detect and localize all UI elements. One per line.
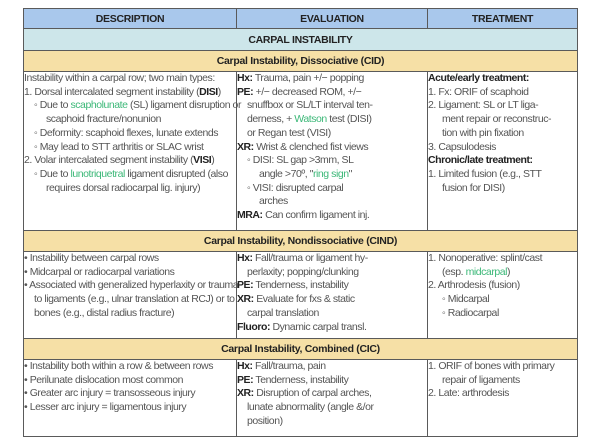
- text-line: [428, 182, 577, 196]
- treatment-cell: [428, 72, 578, 231]
- text-segment: ◦ May lead to STT arthritis or SLAC wrist: [34, 140, 204, 153]
- text-line: [24, 168, 236, 182]
- description-cell: [24, 360, 237, 437]
- text-segment: position): [247, 414, 283, 427]
- evaluation-cell: [237, 360, 428, 437]
- column-header-row: [24, 9, 578, 29]
- text-segment: 1. Dorsal intercalated segment instability (: [24, 85, 200, 98]
- text-line: [237, 360, 427, 374]
- text-segment: ): [217, 85, 221, 98]
- text-segment: perlaxity; popping/clunking: [247, 265, 359, 278]
- bold-label: DISI: [199, 85, 218, 98]
- text-segment: ligament disrupted (also: [124, 167, 229, 180]
- bold-label: XR:: [237, 140, 254, 153]
- text-segment: • Perilunate dislocation most common: [24, 373, 184, 386]
- text-segment: 2. Ligament: SL or LT liga-: [428, 99, 539, 112]
- text-line: [237, 168, 427, 182]
- text-segment: ): [211, 154, 215, 167]
- text-segment: fusion for DISI): [442, 181, 505, 194]
- bold-label: PE:: [237, 373, 254, 386]
- text-line: [428, 72, 577, 86]
- section-header-row: [24, 339, 578, 360]
- text-line: [24, 99, 241, 113]
- bold-label: Hx:: [237, 72, 253, 84]
- section-content-row: [24, 72, 578, 231]
- text-segment: Trauma, pain +/− popping: [252, 72, 364, 84]
- header-description: DESCRIPTION: [24, 9, 237, 29]
- text-line: [237, 415, 427, 429]
- text-segment: 1. Nonoperative: splint/cast: [428, 252, 543, 264]
- text-segment: angle >70º, ": [259, 167, 313, 180]
- text-segment: Can confirm ligament inj.: [262, 209, 370, 222]
- treatment-cell: [428, 360, 578, 437]
- bold-label: Fluoro:: [237, 320, 271, 333]
- text-segment: • Lesser arc injury = ligamentous injury: [24, 401, 187, 414]
- text-segment: repair of ligaments: [442, 373, 520, 386]
- text-line: [237, 99, 427, 113]
- text-line: [237, 387, 427, 401]
- text-segment: to ligaments (e.g., ulnar translation at RCJ) or to: [34, 293, 235, 306]
- text-segment: Instability within a carpal row; two main types:: [24, 72, 215, 84]
- table-title: CARPAL INSTABILITY: [24, 29, 578, 51]
- text-segment: or Regan test (VISI): [247, 126, 331, 139]
- text-segment: ◦ DISI: SL gap >3mm, SL: [247, 154, 354, 167]
- text-segment: (SL) ligament disruption or: [127, 99, 241, 112]
- text-segment: tion with pin fixation: [442, 126, 524, 139]
- text-line: [428, 387, 577, 401]
- text-line: [428, 293, 577, 307]
- text-segment: ◦ VISI: disrupted carpal: [247, 181, 344, 194]
- text-segment: (esp.: [442, 265, 466, 278]
- text-line: [24, 401, 236, 415]
- text-segment: arches: [259, 195, 288, 208]
- carpal-instability-table: [23, 8, 578, 437]
- text-line: [237, 195, 427, 209]
- description-cell: [24, 252, 237, 339]
- text-segment: ◦ Due to: [34, 99, 71, 112]
- text-line: [237, 293, 427, 307]
- highlighted-term: ring sign: [312, 167, 349, 180]
- text-segment: Wrist & clenched fist views: [253, 140, 369, 153]
- text-segment: bones (e.g., distal radius fracture): [34, 306, 175, 319]
- text-segment: test (DISI): [326, 113, 372, 126]
- text-line: [24, 387, 236, 401]
- text-line: [24, 374, 236, 388]
- section-title: Carpal Instability, Dissociative (CID): [24, 51, 578, 72]
- bold-label: PE:: [237, 279, 254, 292]
- text-line: [24, 279, 239, 293]
- text-line: [24, 252, 236, 266]
- text-segment: ◦ Radiocarpal: [442, 306, 499, 319]
- text-segment: Tenderness, instability: [253, 373, 349, 386]
- text-segment: lunate abnormality (angle &/or: [247, 401, 374, 414]
- text-line: [237, 374, 427, 388]
- evaluation-cell: [237, 72, 428, 231]
- text-line: [428, 113, 577, 127]
- text-segment: • Instability both within a row & between rows: [24, 360, 213, 372]
- text-segment: • Greater arc injury = transosseous injury: [24, 387, 196, 400]
- text-segment: ment repair or reconstruc-: [442, 113, 552, 126]
- text-line: [24, 360, 236, 374]
- text-line: [428, 307, 577, 321]
- text-segment: 1. Limited fusion (e.g., STT: [428, 167, 542, 180]
- section-header-row: [24, 231, 578, 252]
- text-segment: ◦ Midcarpal: [442, 293, 490, 306]
- text-line: [237, 141, 427, 155]
- text-line: [24, 307, 236, 321]
- section-title: Carpal Instability, Nondissociative (CIND): [24, 231, 578, 252]
- header-evaluation: EVALUATION: [237, 9, 428, 29]
- text-segment: ◦ Deformity: scaphoid flexes, lunate extends: [34, 126, 219, 139]
- text-line: [237, 307, 427, 321]
- text-line: [428, 168, 577, 182]
- text-line: [24, 182, 236, 196]
- text-segment: ": [348, 167, 352, 180]
- text-segment: • Associated with generalized hyperlaxity or trauma: [24, 279, 239, 292]
- text-segment: Tenderness, instability: [253, 279, 349, 292]
- text-line: [237, 279, 427, 293]
- text-segment: carpal translation: [247, 306, 319, 319]
- text-line: [24, 293, 236, 307]
- text-line: [237, 182, 427, 196]
- text-line: [24, 154, 236, 168]
- text-line: [428, 374, 577, 388]
- text-line: [237, 401, 427, 415]
- text-line: [237, 72, 427, 86]
- text-segment: Disruption of carpal arches,: [253, 387, 372, 400]
- text-segment: Dynamic carpal transl.: [270, 320, 367, 333]
- text-line: [428, 360, 577, 374]
- highlighted-term: Watson: [294, 113, 327, 126]
- text-line: [237, 127, 427, 141]
- highlighted-term: scapholunate: [70, 99, 128, 112]
- text-line: [237, 209, 427, 223]
- text-line: [24, 141, 236, 155]
- highlighted-term: lunotriquetral: [70, 167, 125, 180]
- text-segment: 1. ORIF of bones with primary: [428, 360, 555, 372]
- text-line: [428, 279, 577, 293]
- text-segment: 3. Capsulodesis: [428, 140, 496, 153]
- text-segment: 2. Volar intercalated segment instability (: [24, 154, 194, 167]
- evaluation-cell: [237, 252, 428, 339]
- section-title: Carpal Instability, Combined (CIC): [24, 339, 578, 360]
- text-segment: derness, +: [247, 113, 295, 126]
- bold-label: Hx:: [237, 360, 253, 372]
- text-line: [237, 113, 427, 127]
- text-segment: • Midcarpal or radiocarpal variations: [24, 265, 175, 278]
- text-segment: scaphoid fracture/nonunion: [46, 113, 161, 126]
- bold-label: VISI: [193, 154, 212, 167]
- text-line: [24, 86, 236, 100]
- bold-label: Acute/early treatment:: [428, 72, 529, 84]
- description-cell: [24, 72, 241, 231]
- bold-label: Chronic/late treatment:: [428, 154, 533, 167]
- text-segment: +/− decreased ROM, +/−: [253, 85, 362, 98]
- bold-label: Hx:: [237, 252, 253, 264]
- text-segment: 2. Late: arthrodesis: [428, 387, 509, 400]
- text-line: [24, 72, 236, 86]
- text-segment: ◦ Due to: [34, 167, 71, 180]
- text-segment: Evaluate for fxs & static: [253, 293, 355, 306]
- text-line: [237, 252, 427, 266]
- text-segment: snuffbox or SL/LT interval ten-: [247, 99, 373, 112]
- text-line: [237, 154, 427, 168]
- text-line: [428, 127, 577, 141]
- text-line: [237, 321, 427, 335]
- text-line: [428, 252, 577, 266]
- bold-label: PE:: [237, 85, 254, 98]
- text-line: [237, 86, 427, 100]
- text-segment: 2. Arthrodesis (fusion): [428, 279, 520, 292]
- text-line: [24, 127, 236, 141]
- text-line: [237, 266, 427, 280]
- text-segment: • Instability between carpal rows: [24, 252, 159, 264]
- text-segment: Fall/trauma or ligament hy-: [252, 252, 368, 264]
- bold-label: MRA:: [237, 209, 263, 222]
- bold-label: XR:: [237, 293, 254, 306]
- text-line: [428, 99, 577, 113]
- text-segment: 1. Fx: ORIF of scaphoid: [428, 85, 529, 98]
- table-title-row: [24, 29, 578, 51]
- highlighted-term: midcarpal: [465, 265, 508, 278]
- text-line: [24, 266, 236, 280]
- section-content-row: [24, 252, 578, 339]
- bold-label: XR:: [237, 387, 254, 400]
- text-line: [428, 266, 577, 280]
- section-content-row: [24, 360, 578, 437]
- text-segment: ): [507, 265, 511, 278]
- text-line: [24, 113, 236, 127]
- header-treatment: TREATMENT: [428, 9, 578, 29]
- treatment-cell: [428, 252, 578, 339]
- text-line: [428, 141, 577, 155]
- text-segment: requires dorsal radiocarpal lig. injury): [46, 181, 201, 194]
- text-segment: Fall/trauma, pain: [252, 360, 326, 372]
- text-line: [428, 86, 577, 100]
- section-header-row: [24, 51, 578, 72]
- text-line: [428, 154, 577, 168]
